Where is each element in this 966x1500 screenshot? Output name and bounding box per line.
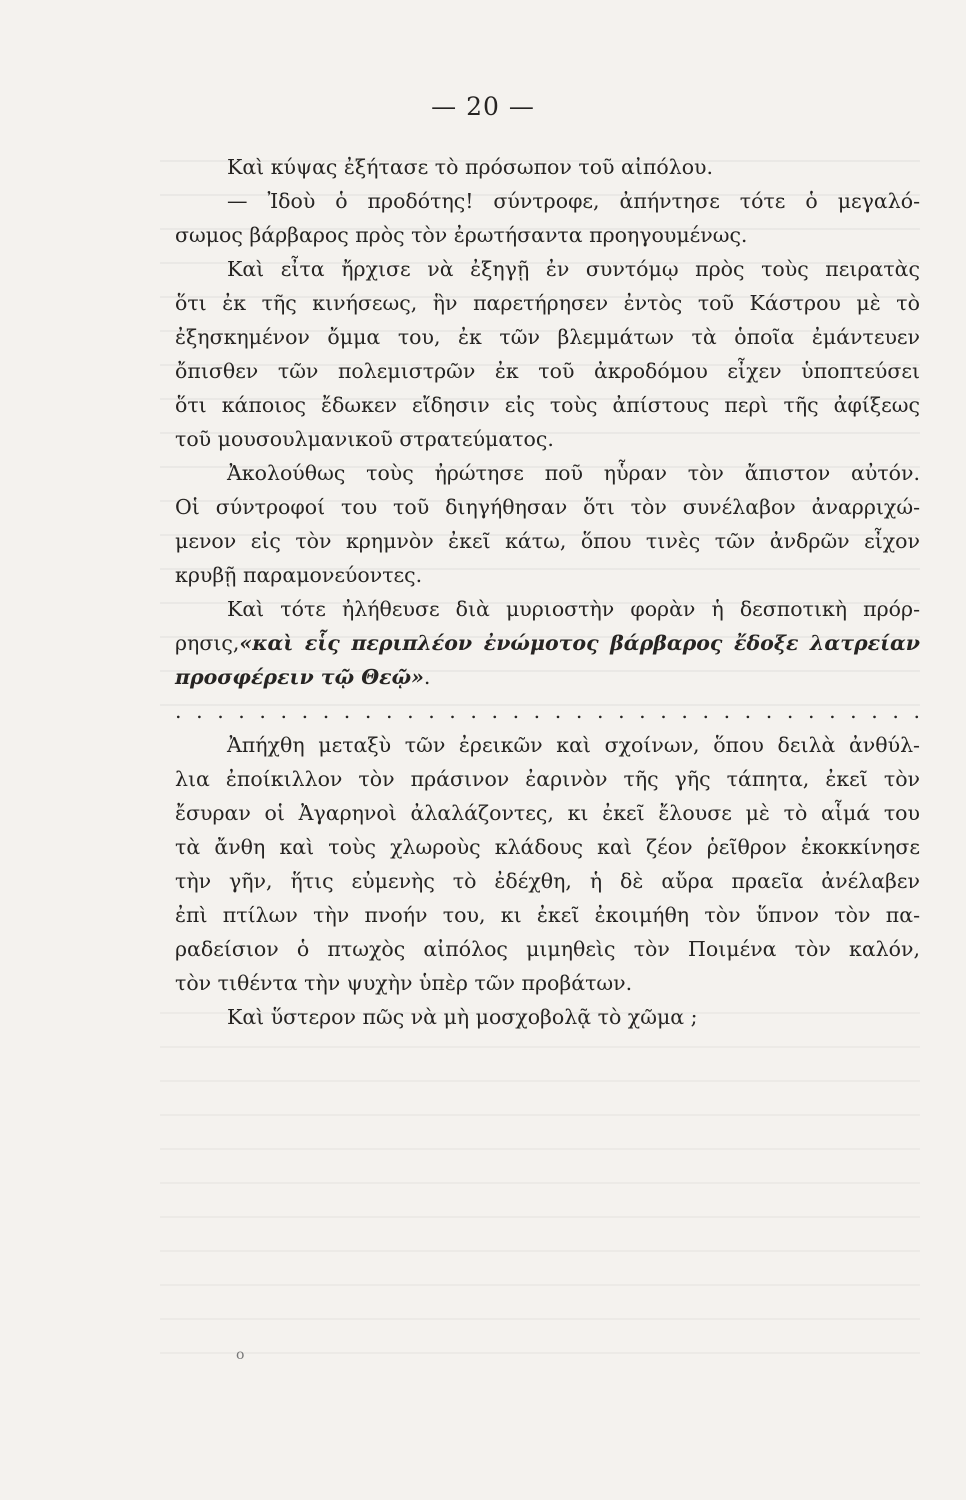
text-line-emphasis: «καὶ εἷς περιπλέον ἐνώμοτος βάρβαρος ἔδοξε λατρείαν [239, 631, 920, 655]
text-line-plain: τὸν τιθέντα τὴν ψυχὴν ὑπὲρ τῶν προβάτων. [175, 971, 633, 995]
text-line-plain: ραδείσιον ὁ πτωχὸς αἰπόλος μιμηθεὶς τὸν Ποιμένα τὸν καλόν, [175, 937, 920, 961]
text-line [175, 1000, 920, 1034]
text-line [175, 150, 920, 184]
text-line [175, 558, 920, 592]
text-line-plain: Οἱ σύντροφοί του τοῦ διηγήθησαν ὅτι τὸν συνέλαβον ἀναρριχώ- [175, 495, 920, 519]
text-line-plain: κρυβῇ παραμονεύοντες. [175, 563, 423, 587]
text-line [175, 286, 920, 320]
text-line-plain: τὴν γῆν, ἥτις εὐμενὴς τὸ ἐδέχθη, ἡ δὲ αὔρα πραεῖα ἀνέλαβεν [175, 869, 920, 893]
text-line-plain: ὄπισθεν τῶν πολεμιστρῶν ἐκ τοῦ ἀκροδόμου εἶχεν ὑποπτεύσει [175, 359, 920, 383]
text-line [175, 932, 920, 966]
text-line [175, 490, 920, 524]
text-line-plain: Ἀκολούθως τοὺς ἠρώτησε ποῦ ηὗραν τὸν ἄπιστον αὐτόν. [227, 461, 920, 485]
text-line [175, 898, 920, 932]
text-line-emphasis: προσφέρειν τῷ Θεῷ» [175, 665, 424, 689]
text-line [175, 252, 920, 286]
text-line-plain: Καὶ κύψας ἐξήτασε τὸ πρόσωπον τοῦ αἰπόλου. [227, 155, 714, 179]
text-line [175, 184, 920, 218]
text-line-plain: ὅτι κάποιος ἔδωκεν εἴδησιν εἰς τοὺς ἀπίστους περὶ τῆς ἀφίξεως [175, 393, 920, 417]
text-line [175, 864, 920, 898]
text-line-plain: . . . . . . . . . . . . . . . . . . . . . . . . . . . . . . . . . . . . [175, 699, 920, 723]
text-line [175, 592, 920, 626]
text-line-plain: ἐξησκημένον ὄμμα του, ἐκ τῶν βλεμμάτων τὰ ὁποῖα ἐμάντευεν [175, 325, 920, 349]
text-line [175, 796, 920, 830]
text-line-plain: ὅτι ἐκ τῆς κινήσεως, ἣν παρετήρησεν ἐντὸς τοῦ Κάστρου μὲ τὸ [175, 291, 920, 315]
text-line-plain: τοῦ μουσουλμανικοῦ στρατεύματος. [175, 427, 554, 451]
body-text [175, 150, 920, 1034]
text-line [175, 524, 920, 558]
text-line-plain: λια ἐποίκιλλον τὸν πράσινον ἐαρινὸν τῆς γῆς τάπητα, ἐκεῖ τὸν [175, 767, 920, 791]
text-line-plain: ἐπὶ πτίλων τὴν πνοήν του, κι ἐκεῖ ἐκοιμήθη τὸν ὕπνον τὸν πα- [175, 903, 920, 927]
text-line-plain: ἔσυραν οἱ Ἀγαρηνοὶ ἀλαλάζοντες, κι ἐκεῖ ἔλουσε μὲ τὸ αἷμά του [175, 801, 920, 825]
text-line-plain: σωμος βάρβαρος πρὸς τὸν ἐρωτήσαντα προηγουμένως. [175, 223, 748, 247]
bleed-through-lower [160, 1000, 920, 1380]
text-line-tail: . [423, 665, 431, 689]
text-line-plain: Καὶ τότε ἠλήθευσε διὰ μυριοστὴν φορὰν ἡ δεσποτικὴ πρόρ- [227, 597, 920, 621]
text-line-plain: Καὶ εἶτα ἤρχισε νὰ ἐξηγῇ ἐν συντόμῳ πρὸς τοὺς πειρατὰς [227, 257, 920, 281]
text-line [175, 728, 920, 762]
text-line [175, 422, 920, 456]
text-line-plain: τὰ ἄνθη καὶ τοὺς χλωροὺς κλάδους καὶ ζέον ῥεῖθρον ἐκοκκίνησε [175, 835, 920, 859]
footer-mark: o [236, 1347, 245, 1363]
text-line [175, 354, 920, 388]
text-line [175, 694, 920, 728]
page-number: — 20 — [431, 92, 535, 121]
text-line-plain: Καὶ ὕστερον πῶς νὰ μὴ μοσχοβολᾷ τὸ χῶμα ; [227, 1005, 698, 1029]
text-line [175, 388, 920, 422]
text-line [175, 660, 920, 694]
text-line-plain: — Ἰδοὺ ὁ προδότης! σύντροφε, ἀπήντησε τότε ὁ μεγαλό- [227, 189, 920, 213]
text-line-plain: ρησις, [175, 631, 240, 655]
text-line [175, 830, 920, 864]
text-line-plain: Ἀπήχθη μεταξὺ τῶν ἐρεικῶν καὶ σχοίνων, ὅπου δειλὰ ἀνθύλ- [227, 733, 920, 757]
text-line-plain: μενον εἰς τὸν κρημνὸν ἐκεῖ κάτω, ὅπου τινὲς τῶν ἀνδρῶν εἶχον [175, 529, 920, 553]
text-line [175, 762, 920, 796]
text-line [175, 966, 920, 1000]
text-line [175, 218, 920, 252]
text-line [175, 626, 920, 660]
text-line [175, 456, 920, 490]
text-line [175, 320, 920, 354]
